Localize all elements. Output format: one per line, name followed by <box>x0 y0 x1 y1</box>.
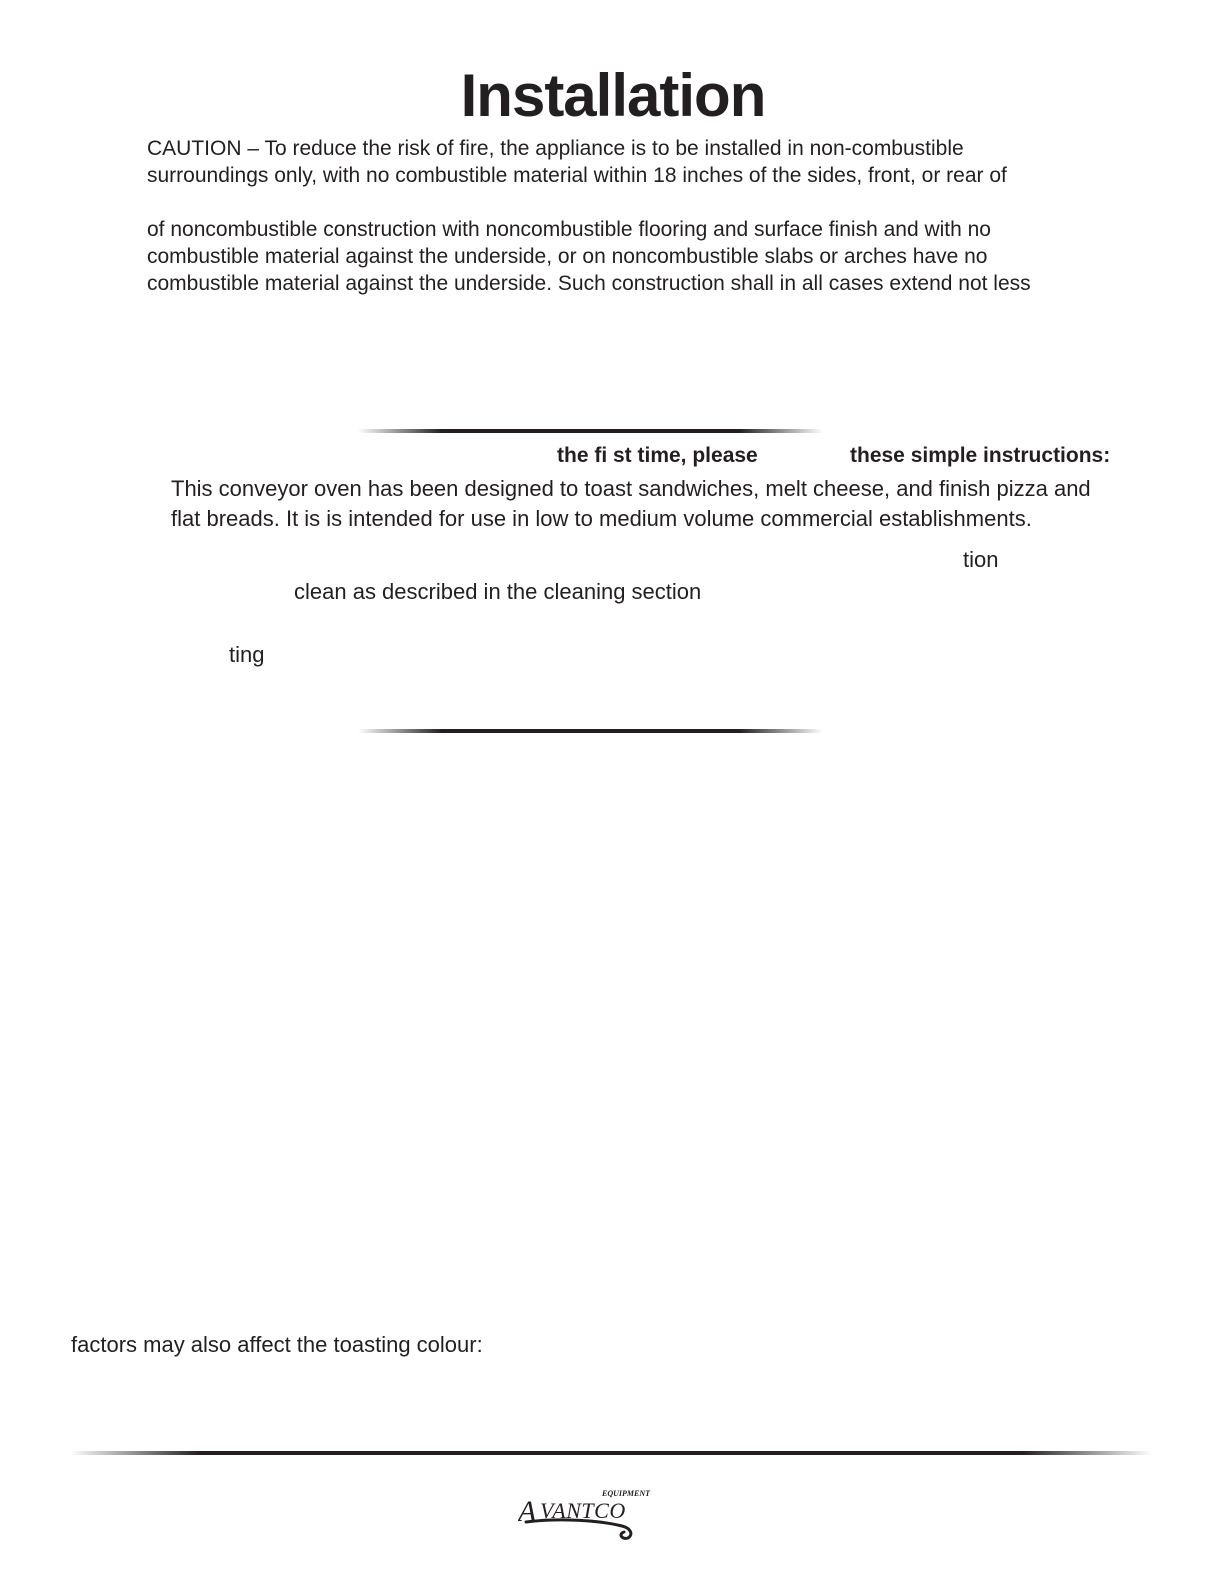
footer-divider <box>70 1451 1152 1455</box>
avantco-logo <box>518 1484 652 1542</box>
first-use-heading-fragment: the fi st time, please <box>557 444 758 467</box>
fragment-ting: ting <box>229 642 265 667</box>
caution-line-5: combustible material against the underside. Such construction shall in all cases extend not less <box>147 272 1031 295</box>
fragment-tion: tion <box>963 547 999 572</box>
caution-line-4: combustible material against the underside, or on noncombustible slabs or arches have no <box>147 245 988 268</box>
svg-text:A: A <box>518 1495 537 1528</box>
toasting-factors-label: factors may also affect the toasting colour: <box>71 1332 483 1357</box>
caution-line-2: surroundings only, with no combustible material within 18 inches of the sides, front, or rear of <box>147 164 1007 187</box>
first-use-heading-instructions: these simple instructions: <box>850 444 1111 467</box>
fragment-clean-instruction: clean as described in the cleaning section <box>294 579 702 604</box>
logo-tagline: EQUIPMENT <box>602 1489 651 1498</box>
caution-line-3: of noncombustible construction with noncombustible flooring and surface finish and with no <box>147 218 991 241</box>
intro-line-2: flat breads. It is is intended for use in low to medium volume commercial establishments. <box>171 506 1032 531</box>
section-divider-top <box>358 429 823 433</box>
section-divider-bottom <box>358 729 823 733</box>
caution-line-1: CAUTION – To reduce the risk of fire, the appliance is to be installed in non-combustible <box>147 137 964 160</box>
page-title: Installation <box>460 62 766 129</box>
intro-line-1: This conveyor oven has been designed to toast sandwiches, melt cheese, and finish pizza and <box>171 476 1091 501</box>
svg-text:VANTCO: VANTCO <box>540 1498 626 1523</box>
